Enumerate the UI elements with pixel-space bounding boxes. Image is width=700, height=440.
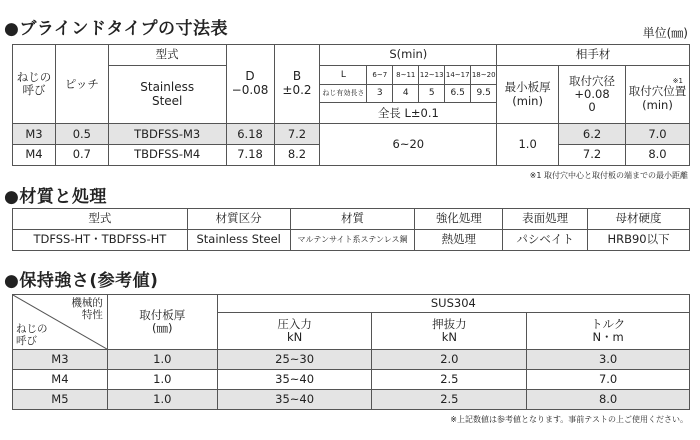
header-b: B ±0.2 [274,45,320,124]
header-press-force: 圧入力 kN [217,313,372,350]
header-l: L [320,65,367,84]
eff-5: 9.5 [471,84,497,103]
row-m4-d: 7.18 [226,145,274,166]
row-m4-pitch: 0.7 [55,145,108,166]
strength-m3-torque: 3.0 [527,350,690,370]
row-m3-pitch: 0.5 [55,124,108,145]
l-range-4: 14~17 [445,65,471,84]
l-range-3: 12~13 [419,65,445,84]
eff-1: 3 [367,84,393,103]
strength-m5-thread: M5 [13,390,108,410]
strength-m4-torque: 7.0 [527,370,690,390]
eff-4: 6.5 [445,84,471,103]
header-model: 型式 [108,45,226,66]
row-m4-pos: 8.0 [625,145,689,166]
material-table [12,208,690,251]
header-min-thick: 最小板厚 (min) [497,65,559,123]
header-pull-force: 押抜力 kN [372,313,527,350]
strength-m3-press: 25~30 [217,350,372,370]
row-m3-d: 6.18 [226,124,274,145]
strength-m5-thick: 1.0 [107,390,217,410]
dimension-note: ※1 取付穴中心と取付板の端までの最小距離 [529,171,688,180]
header-torque: トルク N・m [527,313,690,350]
dimension-table-title: ●ブラインドタイプの寸法表 [4,19,228,39]
header-thread: ねじの 呼び [13,45,56,124]
material-header-material: 材質 [290,209,415,230]
l-range-5: 18~20 [471,65,497,84]
unit-label: 単位(㎜) [642,26,688,40]
strength-note: ※上記数値は参考値となります。事前テストの上ご使用ください。 [450,415,688,424]
min-thick-value: 1.0 [497,124,559,166]
l-range-1: 6~7 [367,65,393,84]
header-thread-nominal: ねじの 呼び [16,322,48,347]
material-surface: パシベイト [503,230,588,251]
material-hardening: 熱処理 [415,230,503,251]
eff-2: 4 [393,84,419,103]
material-header-model: 型式 [13,209,188,230]
row-m3-pos: 7.0 [625,124,689,145]
strength-m4-press: 35~40 [217,370,372,390]
l-range-2: 8~11 [393,65,419,84]
header-pitch: ピッチ [55,45,108,124]
total-length-value: 6~20 [320,124,497,166]
strength-m4-pull: 2.5 [372,370,527,390]
header-d: D −0.08 [226,45,274,124]
dimension-table [12,44,690,166]
row-m4-b: 8.2 [274,145,320,166]
strength-table [12,294,690,410]
row-m3-hole: 6.2 [559,124,626,145]
material-title: ●材質と処理 [4,187,107,207]
row-m4-model: TBDFSS-M4 [108,145,226,166]
header-eff: ねじ有効長さ [320,84,367,103]
row-m4-thread: M4 [13,145,56,166]
row-m4-hole: 7.2 [559,145,626,166]
strength-m5-torque: 8.0 [527,390,690,410]
material-category: Stainless Steel [187,230,290,251]
strength-m4-thick: 1.0 [107,370,217,390]
strength-m3-thick: 1.0 [107,350,217,370]
row-m3-model: TBDFSS-M3 [108,124,226,145]
strength-m4-thread: M4 [13,370,108,390]
header-sus304: SUS304 [217,295,689,313]
header-hole-pos-label: 取付穴位置 (min) [628,84,687,112]
material-header-surface: 表面処理 [503,209,588,230]
material-header-hardening: 強化処理 [415,209,503,230]
strength-m5-press: 35~40 [217,390,372,410]
header-mate: 相手材 [497,45,690,66]
eff-3: 5 [419,84,445,103]
header-hole-pos [625,65,689,123]
header-plate-thick: 取付板厚 (㎜) [107,295,217,350]
material-material: マルテンサイト系ステンレス鋼 [290,230,415,251]
note-mark: ※1 [672,77,683,86]
material-model: TDFSS-HT・TBDFSS-HT [13,230,188,251]
row-m3-thread: M3 [13,124,56,145]
header-hole: 取付穴径 +0.08 0 [559,65,626,123]
strength-m3-pull: 2.0 [372,350,527,370]
header-model-sub: Stainless Steel [108,65,226,123]
strength-m3-thread: M3 [13,350,108,370]
header-s: S(min) [320,45,497,66]
material-header-hardness: 母材硬度 [588,209,690,230]
strength-m5-pull: 2.5 [372,390,527,410]
header-total-length: 全長 L±0.1 [320,103,497,124]
strength-diag-header [13,295,108,350]
material-header-category: 材質区分 [187,209,290,230]
row-m3-b: 7.2 [274,124,320,145]
strength-title: ●保持強さ(参考値) [4,271,159,291]
header-mech-prop: 機械的 特性 [71,297,103,322]
material-hardness: HRB90以下 [588,230,690,251]
